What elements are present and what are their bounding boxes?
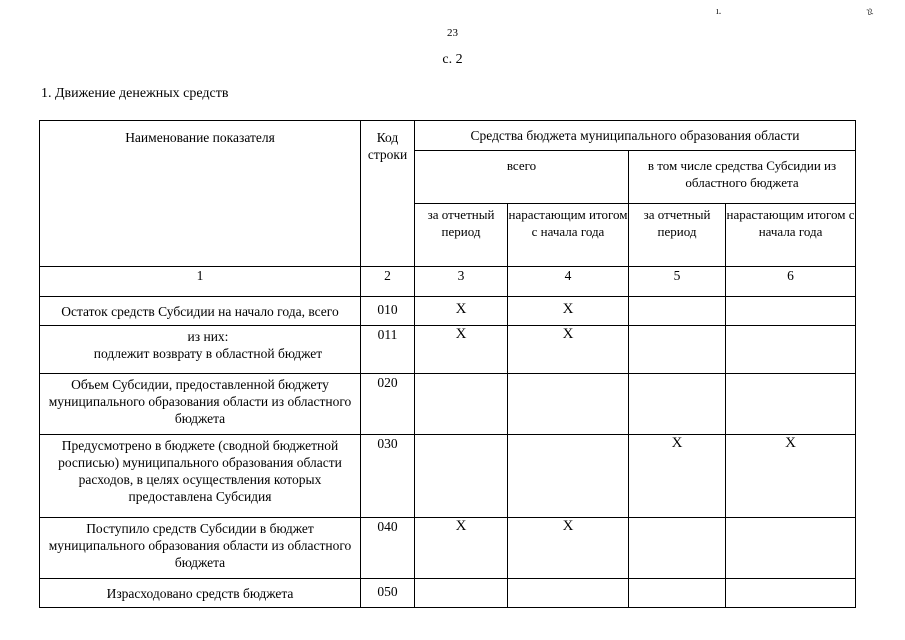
indicator-name-line: из них:	[187, 329, 229, 344]
page-number: 23	[447, 27, 458, 39]
value-cell: X	[629, 435, 726, 518]
header-period: за отчетный период	[629, 204, 726, 267]
value-cell	[726, 297, 856, 326]
value-cell	[508, 435, 629, 518]
header-cumulative: нарастающим итогом с начала года	[508, 204, 629, 267]
header-municipal-funds: Средства бюджета муниципального образования области	[415, 121, 856, 151]
header-row	[40, 121, 856, 151]
sheet-label: с. 2	[442, 52, 463, 67]
value-cell	[629, 297, 726, 326]
header-cumulative: нарастающим итогом с начала года	[726, 204, 856, 267]
header-period: за отчетный период	[415, 204, 508, 267]
value-cell	[726, 579, 856, 608]
value-cell	[726, 518, 856, 579]
value-cell	[629, 518, 726, 579]
value-cell	[629, 579, 726, 608]
scan-mark: ≈	[861, 5, 879, 18]
value-cell: X	[508, 326, 629, 374]
value-cell: X	[508, 518, 629, 579]
column-number: 4	[508, 267, 629, 297]
row-code: 010	[361, 297, 415, 326]
table-row	[40, 579, 856, 608]
table-row	[40, 374, 856, 435]
value-cell	[629, 374, 726, 435]
indicator-name-line: подлежит возврату в областной бюджет	[93, 346, 323, 361]
value-cell	[629, 326, 726, 374]
header-row-code: Код строки	[361, 121, 415, 267]
value-cell	[726, 326, 856, 374]
table-row	[40, 297, 856, 326]
value-cell	[415, 435, 508, 518]
header-indicator-name: Наименование показателя	[40, 121, 361, 267]
value-cell: X	[415, 518, 508, 579]
column-number: 2	[361, 267, 415, 297]
value-cell	[415, 579, 508, 608]
indicator-name: Предусмотрено в бюджете (сводной бюджетной росписью) муниципального образования области расходов, в целях осуществления которых предоставлена Субсидия	[40, 435, 361, 518]
indicator-name: Поступило средств Субсидии в бюджет муниципального образования области из областного бюджета	[40, 518, 361, 579]
value-cell	[508, 374, 629, 435]
column-number: 6	[726, 267, 856, 297]
value-cell: X	[508, 297, 629, 326]
scan-mark: ı.	[716, 6, 722, 17]
value-cell	[508, 579, 629, 608]
value-cell: X	[726, 435, 856, 518]
header-total: всего	[415, 151, 629, 204]
value-cell	[726, 374, 856, 435]
row-code: 040	[361, 518, 415, 579]
cash-flow-table	[39, 120, 856, 608]
table-row	[40, 435, 856, 518]
indicator-name: Остаток средств Субсидии на начало года, всего	[40, 297, 361, 326]
table-row	[40, 326, 856, 374]
table-row	[40, 518, 856, 579]
section-heading: 1. Движение денежных средств	[41, 86, 229, 101]
column-number: 3	[415, 267, 508, 297]
row-code: 011	[361, 326, 415, 374]
column-number: 1	[40, 267, 361, 297]
row-code: 030	[361, 435, 415, 518]
value-cell: X	[415, 326, 508, 374]
row-code: 020	[361, 374, 415, 435]
row-code: 050	[361, 579, 415, 608]
column-number-row	[40, 267, 856, 297]
indicator-name: Израсходовано средств бюджета	[40, 579, 361, 608]
indicator-name	[40, 326, 361, 374]
value-cell: X	[415, 297, 508, 326]
header-subsidy: в том числе средства Субсидии из областного бюджета	[629, 151, 856, 204]
column-number: 5	[629, 267, 726, 297]
indicator-name: Объем Субсидии, предоставленной бюджету муниципального образования области из областного бюджета	[40, 374, 361, 435]
value-cell	[415, 374, 508, 435]
